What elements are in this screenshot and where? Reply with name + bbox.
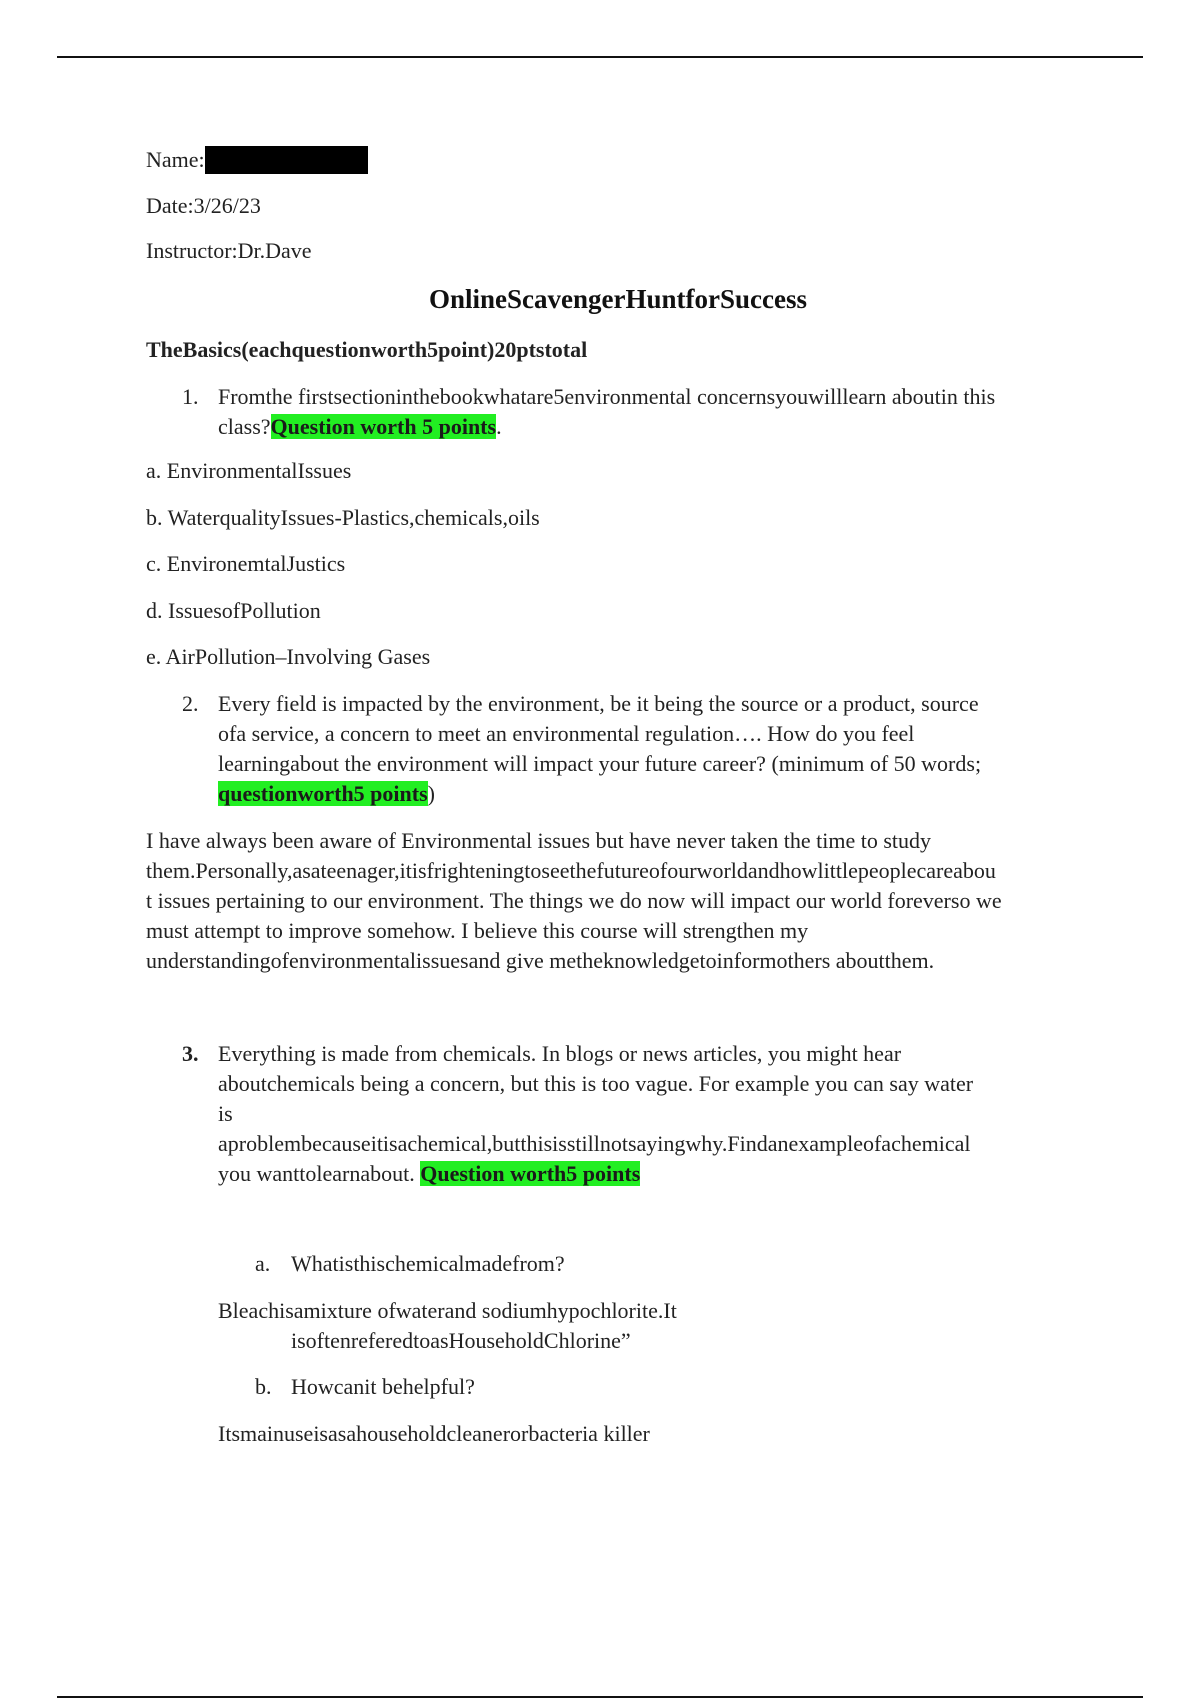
answer-2-line-3: t issues pertaining to our environment. The things we do now will impact our world foreverso we (146, 888, 1002, 913)
answer-2-paragraph (146, 826, 1002, 976)
question-2-line-1: Every field is impacted by the environment, be it being the source or a product, source (218, 691, 979, 716)
question-3-points-highlight: Question worth5 points (420, 1161, 641, 1186)
question-1-trailing: . (496, 414, 502, 439)
question-2-line-3: learningabout the environment will impact your future career? (minimum of 50 words; (218, 751, 982, 776)
question-1-number: 1. (182, 384, 199, 409)
question-3a-label: a. (255, 1251, 271, 1276)
question-3-line-5 (218, 1159, 973, 1189)
date-line: Date:3/26/23 (146, 193, 261, 218)
answer-2-line-2: them.Personally,asateenager,itisfrighteningtoseethefutureofourworldandhowlittlepeoplecareabou (146, 858, 996, 883)
question-3-text (218, 1039, 973, 1189)
question-3a-text: Whatisthischemicalmadefrom? (291, 1251, 565, 1276)
question-1-line-1: Fromthe firstsectioninthebookwhatare5environmental concernsyouwilllearn aboutin this (218, 384, 996, 409)
name-label: Name: (146, 147, 205, 172)
answer-1b: b. WaterqualityIssues-Plastics,chemicals,oils (146, 505, 540, 530)
section-heading: TheBasics(eachquestionworth5point)20ptstotal (146, 337, 588, 362)
answer-2-line-1: I have always been aware of Environmental issues but have never taken the time to study (146, 828, 932, 853)
answer-1d: d. IssuesofPollution (146, 598, 321, 623)
question-3-number: 3. (182, 1041, 199, 1066)
answer-1a: a. EnvironmentalIssues (146, 458, 352, 483)
answer-1e: e. AirPollution–Involving Gases (146, 644, 431, 669)
question-1-text (218, 382, 995, 442)
question-3-line-5-text: you wanttolearnabout. (218, 1161, 415, 1186)
question-2-trailing: ) (427, 781, 435, 806)
question-1-points-highlight: Question worth 5 points (270, 414, 497, 439)
answer-3b: Itsmainuseisasahouseholdcleanerorbacteria killer (218, 1421, 650, 1446)
answer-3a-line-1: Bleachisamixture ofwaterand sodiumhypochlorite.It (218, 1298, 677, 1323)
document-title: OnlineScavengerHuntforSuccess (429, 284, 807, 314)
question-1-line-2-text: class? (218, 414, 271, 439)
question-3-line-1: Everything is made from chemicals. In blogs or news articles, you might hear (218, 1041, 902, 1066)
question-3-line-4: aproblembecauseitisachemical,butthisisstillnotsayingwhy.Findanexampleofachemical (218, 1131, 971, 1156)
question-2-number: 2. (182, 691, 199, 716)
question-2-line-4 (218, 779, 981, 809)
bottom-rule (57, 1696, 1143, 1698)
question-2-text (218, 689, 981, 809)
name-line (146, 145, 368, 175)
redacted-name (205, 146, 368, 174)
question-3-line-2: aboutchemicals being a concern, but this is too vague. For example you can say water (218, 1071, 974, 1096)
question-3b-label: b. (255, 1374, 272, 1399)
instructor-line: Instructor:Dr.Dave (146, 238, 312, 263)
question-2-line-2: ofa service, a concern to meet an environmental regulation…. How do you feel (218, 721, 915, 746)
answer-3a (218, 1296, 677, 1356)
answer-3a-line-2: isoftenreferedtoasHouseholdChlorine” (291, 1328, 631, 1353)
question-3-line-3: is (218, 1101, 233, 1126)
question-3b-text: Howcanit behelpful? (291, 1374, 475, 1399)
answer-2-line-4: must attempt to improve somehow. I believe this course will strengthen my (146, 918, 809, 943)
question-1-line-2 (218, 412, 995, 442)
question-2-points-highlight: questionworth5 points (218, 781, 428, 806)
answer-2-line-5: understandingofenvironmentalissuesand give metheknowledgetoinformothers aboutthem. (146, 948, 935, 973)
answer-1c: c. EnvironemtalJustics (146, 551, 346, 576)
